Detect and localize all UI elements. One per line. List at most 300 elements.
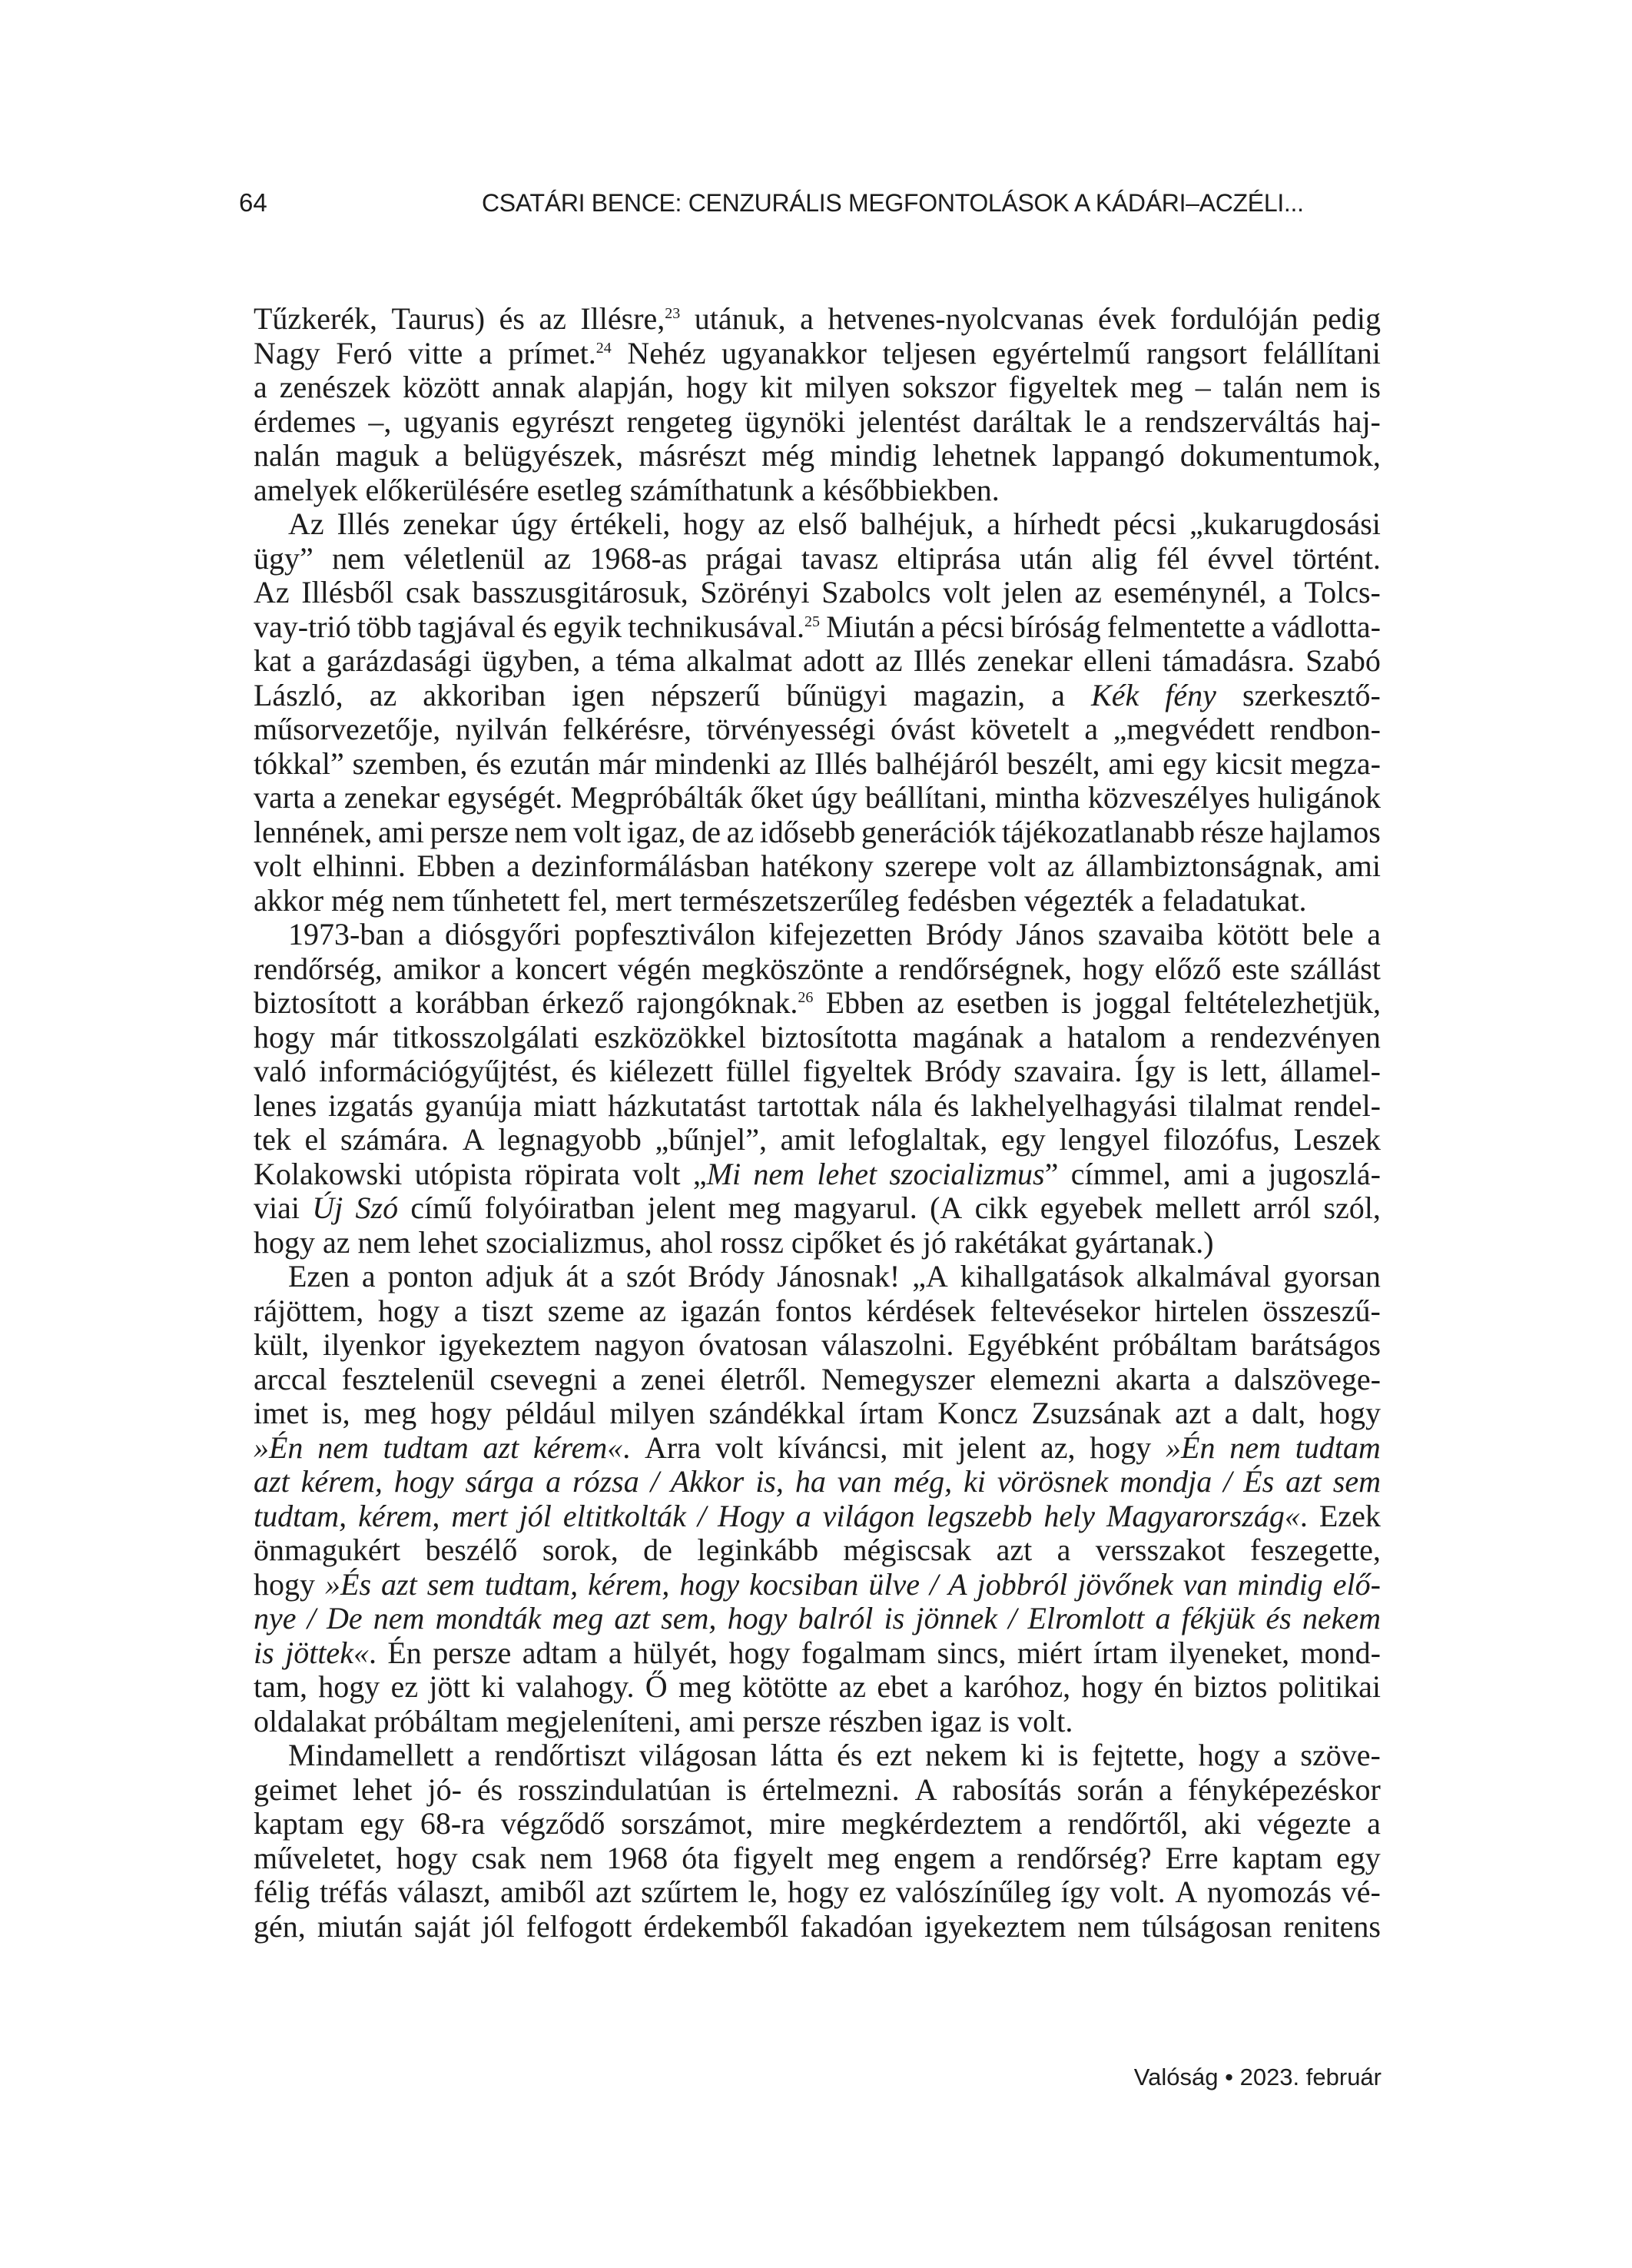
word: szállást bbox=[1290, 951, 1381, 986]
italic-text: Szó bbox=[355, 1190, 399, 1225]
word: tiszt bbox=[482, 1293, 533, 1328]
word: az bbox=[838, 1669, 867, 1704]
word: egyebek bbox=[1040, 1190, 1143, 1225]
word: vádlotta- bbox=[1271, 609, 1381, 644]
word: feltételezhetjük, bbox=[1183, 985, 1381, 1020]
word: hogy bbox=[1090, 1430, 1152, 1465]
word-token bbox=[1163, 884, 1307, 918]
word: lefoglaltak, bbox=[848, 1122, 988, 1157]
word: a bbox=[1159, 1772, 1173, 1807]
word: államel- bbox=[1279, 1054, 1381, 1088]
word-token bbox=[254, 884, 323, 918]
word-token bbox=[641, 1363, 705, 1397]
word: dalt, bbox=[1252, 1396, 1306, 1430]
word: hogy bbox=[396, 1840, 458, 1875]
word: prágai bbox=[705, 540, 783, 576]
word: persze bbox=[433, 1635, 512, 1670]
word: felkérésre, bbox=[562, 712, 692, 746]
word-token bbox=[599, 747, 646, 782]
word-token bbox=[608, 1089, 746, 1124]
italic-text: rózsa bbox=[572, 1464, 639, 1499]
word-token bbox=[728, 1191, 781, 1226]
word-token bbox=[1216, 747, 1282, 782]
word-token bbox=[639, 1294, 666, 1329]
word-token bbox=[1312, 302, 1381, 337]
word-token bbox=[1093, 1636, 1158, 1671]
word-token bbox=[826, 986, 904, 1021]
word-token bbox=[1098, 918, 1204, 952]
word-token bbox=[1020, 542, 1073, 576]
word-token bbox=[1319, 1499, 1381, 1534]
word-token bbox=[1119, 405, 1133, 440]
word-token bbox=[749, 1568, 858, 1602]
word-token bbox=[525, 1157, 620, 1192]
word: kiélezett bbox=[609, 1054, 714, 1088]
word-token bbox=[977, 644, 1073, 679]
italic-text: nem bbox=[373, 1601, 425, 1635]
word: rengeteg bbox=[626, 403, 733, 439]
word-token bbox=[1225, 1396, 1239, 1431]
word-token bbox=[518, 1773, 711, 1808]
word-token bbox=[533, 1431, 630, 1466]
word-token bbox=[1051, 679, 1065, 713]
word: dalszövege- bbox=[1233, 1361, 1381, 1396]
word: a bbox=[254, 370, 267, 404]
word-token bbox=[595, 1875, 632, 1910]
text-line bbox=[254, 1226, 1381, 1260]
word-token bbox=[800, 1910, 913, 1944]
word-token bbox=[420, 1807, 485, 1841]
word-token bbox=[508, 337, 611, 371]
word-token bbox=[1319, 1396, 1381, 1431]
word: János bbox=[1016, 917, 1085, 951]
word-token bbox=[353, 1773, 413, 1808]
word: a bbox=[1224, 1396, 1239, 1430]
word-token bbox=[254, 1226, 315, 1260]
word: zenészek bbox=[279, 370, 391, 404]
word-token bbox=[511, 507, 557, 542]
text-line bbox=[254, 1807, 1381, 1841]
word-token bbox=[930, 1568, 938, 1602]
text-line bbox=[254, 1260, 1381, 1294]
word: rendel- bbox=[1293, 1088, 1381, 1123]
word: barátságos bbox=[1251, 1327, 1381, 1362]
word-token bbox=[600, 1260, 614, 1294]
word-token bbox=[937, 1396, 1017, 1431]
word-token bbox=[548, 1294, 625, 1329]
word-token bbox=[393, 952, 480, 987]
word: 1973-ban bbox=[288, 917, 405, 951]
word: és bbox=[476, 745, 502, 781]
word-token bbox=[1039, 1021, 1053, 1055]
word-token bbox=[254, 1533, 400, 1568]
text-line bbox=[254, 1396, 1381, 1431]
word-token bbox=[1009, 370, 1118, 405]
word: hajlamos bbox=[1269, 814, 1381, 849]
word-token bbox=[332, 542, 385, 576]
word-token bbox=[323, 781, 337, 815]
word: tókkal” bbox=[254, 745, 344, 781]
italic-text: tudtam, bbox=[254, 1498, 347, 1533]
word-token bbox=[542, 986, 624, 1021]
word: csak bbox=[471, 1840, 526, 1875]
word-token bbox=[1181, 1021, 1195, 1055]
word-token bbox=[397, 1875, 490, 1910]
text-line bbox=[254, 542, 1381, 576]
word: nekem bbox=[925, 1738, 1007, 1772]
word: ügy” bbox=[254, 540, 313, 576]
text-line bbox=[254, 1705, 1381, 1739]
word: füllel bbox=[725, 1054, 791, 1088]
word-token bbox=[742, 1670, 828, 1705]
word-token bbox=[403, 542, 525, 576]
word-token bbox=[643, 1910, 788, 1944]
word-token bbox=[943, 576, 990, 610]
word-token bbox=[1061, 1875, 1100, 1910]
italic-text: sem bbox=[426, 1566, 475, 1602]
word-token bbox=[1092, 1738, 1185, 1773]
word: Egyébként bbox=[967, 1327, 1100, 1362]
word: a bbox=[1367, 1806, 1381, 1841]
word-token bbox=[1273, 1738, 1287, 1773]
word: hogy bbox=[683, 506, 745, 541]
word-token bbox=[1091, 679, 1139, 713]
word: egységét. bbox=[447, 780, 563, 815]
word-token bbox=[254, 1670, 307, 1705]
word-token bbox=[1120, 1465, 1212, 1499]
word: a bbox=[801, 472, 815, 507]
word: a bbox=[1056, 1532, 1071, 1567]
text-line bbox=[254, 1089, 1381, 1124]
word: szavaira. bbox=[1013, 1054, 1123, 1088]
word-token bbox=[374, 1705, 499, 1739]
word: során bbox=[1076, 1772, 1144, 1807]
word: Miután bbox=[826, 609, 915, 644]
footnote-reference[interactable]: 24 bbox=[595, 339, 612, 357]
word: a bbox=[361, 1259, 376, 1293]
word: Megpróbálták bbox=[570, 780, 743, 815]
word-token bbox=[403, 507, 498, 542]
italic-text: még, bbox=[893, 1464, 953, 1499]
italic-text: jövőnek bbox=[1077, 1566, 1173, 1602]
word: A bbox=[462, 1122, 485, 1157]
word: nalán bbox=[254, 438, 320, 473]
word-token bbox=[594, 1021, 746, 1055]
word-token bbox=[633, 1636, 718, 1671]
word-token bbox=[1265, 1602, 1291, 1636]
text-line bbox=[254, 679, 1381, 713]
word: felfogott bbox=[526, 1908, 632, 1944]
text-line bbox=[254, 1465, 1381, 1499]
word-token bbox=[301, 576, 393, 610]
word-token bbox=[404, 405, 499, 440]
word-token bbox=[973, 405, 1072, 440]
word: sorok, bbox=[542, 1532, 619, 1567]
word-token bbox=[575, 918, 756, 952]
word-token bbox=[301, 1465, 383, 1499]
word-token bbox=[481, 1670, 505, 1705]
word: persze bbox=[430, 814, 509, 849]
word-token bbox=[1189, 1089, 1282, 1124]
word-token bbox=[871, 1089, 923, 1124]
word: bűnügyi bbox=[786, 677, 887, 712]
word: elleni bbox=[1083, 643, 1152, 678]
word-token bbox=[499, 302, 525, 337]
word: műveletet, bbox=[254, 1840, 383, 1875]
word-token bbox=[795, 1465, 826, 1499]
word: diósgyőri bbox=[444, 917, 562, 951]
word: hogy bbox=[318, 1669, 380, 1704]
word-token bbox=[1336, 1841, 1381, 1876]
word: (A bbox=[930, 1190, 963, 1225]
italic-text: Elromlott bbox=[1027, 1601, 1145, 1635]
word-token bbox=[698, 1499, 706, 1534]
word: Illésből bbox=[301, 575, 394, 609]
word: részben bbox=[828, 1703, 923, 1738]
word: idősebb bbox=[759, 814, 856, 849]
word-token bbox=[1141, 884, 1155, 918]
word: magának bbox=[912, 1019, 1024, 1054]
italic-text: ki bbox=[964, 1464, 986, 1499]
word-token bbox=[305, 1123, 327, 1157]
word-token bbox=[388, 1260, 473, 1294]
word-token bbox=[1016, 918, 1084, 952]
word: több bbox=[357, 609, 412, 644]
word-token bbox=[1058, 1738, 1079, 1773]
word: milyen bbox=[804, 370, 891, 404]
word-token bbox=[1098, 302, 1156, 337]
word-token bbox=[1113, 712, 1255, 747]
word: dezinformálásban bbox=[531, 848, 750, 883]
word-token bbox=[254, 1910, 306, 1944]
word: házkutatást bbox=[608, 1088, 747, 1123]
word-token bbox=[325, 1568, 371, 1602]
word: nem bbox=[539, 1840, 593, 1875]
word-token bbox=[1040, 1191, 1143, 1226]
word: hogy bbox=[686, 370, 748, 404]
word-token bbox=[327, 644, 472, 679]
word-token bbox=[410, 1191, 472, 1226]
word: rendőrségnek, bbox=[898, 951, 1073, 986]
word: tavasz bbox=[801, 540, 878, 576]
text-line bbox=[254, 610, 1381, 645]
word-token bbox=[758, 507, 785, 542]
italic-text: Új bbox=[312, 1190, 343, 1225]
word: után bbox=[1020, 540, 1073, 576]
word-token bbox=[430, 815, 509, 850]
word-token bbox=[1096, 1533, 1226, 1568]
word: Az bbox=[288, 506, 324, 541]
word-token bbox=[1059, 1123, 1149, 1157]
word: beszélő bbox=[425, 1532, 518, 1567]
word: hatékony bbox=[761, 848, 874, 883]
italic-text: a bbox=[1155, 1601, 1171, 1635]
italic-text: fékjük bbox=[1181, 1601, 1256, 1635]
word-token bbox=[926, 918, 1003, 952]
word: . bbox=[1299, 1498, 1308, 1533]
word-token bbox=[715, 1431, 763, 1466]
word: – bbox=[1195, 370, 1211, 404]
word-token bbox=[1083, 952, 1144, 987]
word-token bbox=[686, 370, 748, 405]
word-token bbox=[415, 986, 529, 1021]
footnote-reference[interactable]: 23 bbox=[665, 305, 681, 322]
italic-text: / bbox=[929, 1566, 939, 1602]
word: megkérdeztem bbox=[841, 1806, 1023, 1841]
word-token bbox=[1075, 1226, 1214, 1260]
word: le, bbox=[748, 1875, 778, 1909]
word: utánuk, bbox=[694, 301, 786, 336]
word-token bbox=[1290, 952, 1381, 987]
word-token bbox=[1017, 1841, 1151, 1876]
word: adott bbox=[802, 643, 864, 678]
word-token bbox=[1182, 1602, 1256, 1636]
word-token bbox=[609, 1054, 713, 1089]
word: értelmezni. bbox=[761, 1772, 900, 1807]
word-token bbox=[510, 747, 590, 782]
word-token bbox=[537, 473, 622, 508]
word-token bbox=[827, 1841, 880, 1876]
word-token bbox=[610, 1396, 695, 1431]
word: is bbox=[726, 1772, 747, 1807]
word: jelen bbox=[1002, 575, 1063, 609]
word-token bbox=[801, 1636, 926, 1671]
word: végén bbox=[617, 951, 692, 986]
word-token bbox=[788, 1875, 849, 1910]
word-token bbox=[1223, 1465, 1232, 1499]
word-token bbox=[477, 1773, 503, 1808]
word-token bbox=[771, 1738, 824, 1773]
word: ügyben, bbox=[482, 643, 581, 678]
word-token bbox=[522, 610, 547, 645]
word: ezután bbox=[509, 745, 590, 781]
italic-text: is, bbox=[755, 1464, 784, 1499]
word-token bbox=[358, 1226, 411, 1260]
word-token bbox=[288, 507, 324, 542]
word: az bbox=[917, 985, 944, 1020]
word: basszusgitárosuk, bbox=[472, 575, 688, 609]
word-token bbox=[803, 644, 864, 679]
word-token bbox=[588, 1568, 669, 1602]
word: zenekar bbox=[977, 643, 1073, 678]
word: állambiztonságnak, bbox=[1085, 848, 1324, 883]
word: zenekar bbox=[343, 780, 440, 815]
word-token bbox=[425, 1533, 517, 1568]
word-token bbox=[254, 679, 343, 713]
word: az bbox=[369, 677, 397, 712]
word-token bbox=[1323, 1191, 1380, 1226]
word-token bbox=[1108, 747, 1154, 782]
word: nála bbox=[871, 1088, 923, 1123]
word-token bbox=[639, 439, 746, 473]
word: kérdések bbox=[866, 1293, 976, 1328]
italic-text: Hogy bbox=[718, 1498, 784, 1533]
word: biztos bbox=[1193, 1669, 1268, 1704]
text-line bbox=[254, 370, 1381, 405]
word-token bbox=[254, 1636, 274, 1671]
word-token bbox=[907, 884, 1017, 918]
word-token bbox=[463, 439, 623, 473]
word: ki bbox=[481, 1669, 506, 1704]
word: az bbox=[1074, 575, 1102, 609]
word: prímet. bbox=[508, 335, 596, 370]
word-token bbox=[987, 507, 1000, 542]
italic-text: Magyarország« bbox=[1106, 1498, 1300, 1533]
word: meg bbox=[827, 1840, 881, 1875]
word: az bbox=[639, 1293, 666, 1328]
page-number: 64 bbox=[239, 188, 267, 217]
word: volt bbox=[254, 848, 302, 883]
italic-text: nem bbox=[753, 1156, 805, 1191]
word-token bbox=[1342, 1875, 1381, 1910]
word-token bbox=[894, 1841, 976, 1876]
footnote-reference[interactable]: 25 bbox=[804, 613, 821, 630]
word-token bbox=[418, 610, 516, 645]
word: rabosítás bbox=[952, 1772, 1062, 1807]
italic-text: kérem« bbox=[533, 1430, 623, 1465]
word-token bbox=[753, 1157, 804, 1192]
word-token bbox=[1043, 1499, 1095, 1534]
italic-text: legszebb bbox=[926, 1498, 1033, 1533]
word: rakétákat bbox=[954, 1224, 1067, 1260]
word-token bbox=[917, 986, 944, 1021]
word: viai bbox=[254, 1190, 300, 1225]
word-token bbox=[801, 542, 878, 576]
word: cikk bbox=[974, 1190, 1028, 1225]
word: a bbox=[1242, 1156, 1256, 1191]
word: és bbox=[521, 609, 548, 644]
word-token bbox=[307, 1602, 316, 1636]
word-token bbox=[1188, 1773, 1381, 1808]
word-token bbox=[1206, 1363, 1219, 1397]
word: rendbon- bbox=[1269, 712, 1381, 746]
text-line bbox=[254, 1910, 1381, 1944]
word-token bbox=[594, 1328, 685, 1363]
word: korábban bbox=[415, 985, 530, 1020]
word-token bbox=[1113, 1328, 1237, 1363]
word-token bbox=[392, 884, 445, 918]
word: közveszélyes bbox=[1087, 780, 1250, 815]
word: téma bbox=[615, 643, 676, 678]
word: amiből bbox=[500, 1875, 586, 1909]
word-token bbox=[924, 1910, 1066, 1944]
word-token bbox=[500, 1875, 585, 1910]
word: egy bbox=[1336, 1840, 1381, 1875]
word: az bbox=[757, 506, 785, 541]
word: szándékkal bbox=[708, 1396, 846, 1430]
word-token bbox=[826, 610, 915, 645]
word: kötött bbox=[1217, 917, 1289, 951]
word-token bbox=[466, 1465, 535, 1499]
word-token bbox=[896, 1875, 1051, 1910]
word: folyóiratban bbox=[484, 1190, 635, 1225]
word: a bbox=[1038, 1806, 1052, 1841]
word: műsorvezetője, bbox=[254, 712, 441, 746]
footnote-reference[interactable]: 26 bbox=[798, 989, 814, 1006]
word-token bbox=[403, 370, 479, 405]
word: válaszolni. bbox=[821, 1327, 954, 1362]
word-token bbox=[482, 1294, 533, 1329]
word-token bbox=[423, 679, 546, 713]
word: a bbox=[989, 1840, 1003, 1875]
word-token bbox=[254, 1328, 309, 1363]
word: feladatukat. bbox=[1162, 882, 1307, 918]
word-token bbox=[1268, 1157, 1381, 1192]
word-token bbox=[254, 644, 291, 679]
word-token bbox=[387, 1636, 421, 1671]
text-line bbox=[254, 1773, 1381, 1808]
italic-text: Akkor bbox=[670, 1464, 745, 1499]
